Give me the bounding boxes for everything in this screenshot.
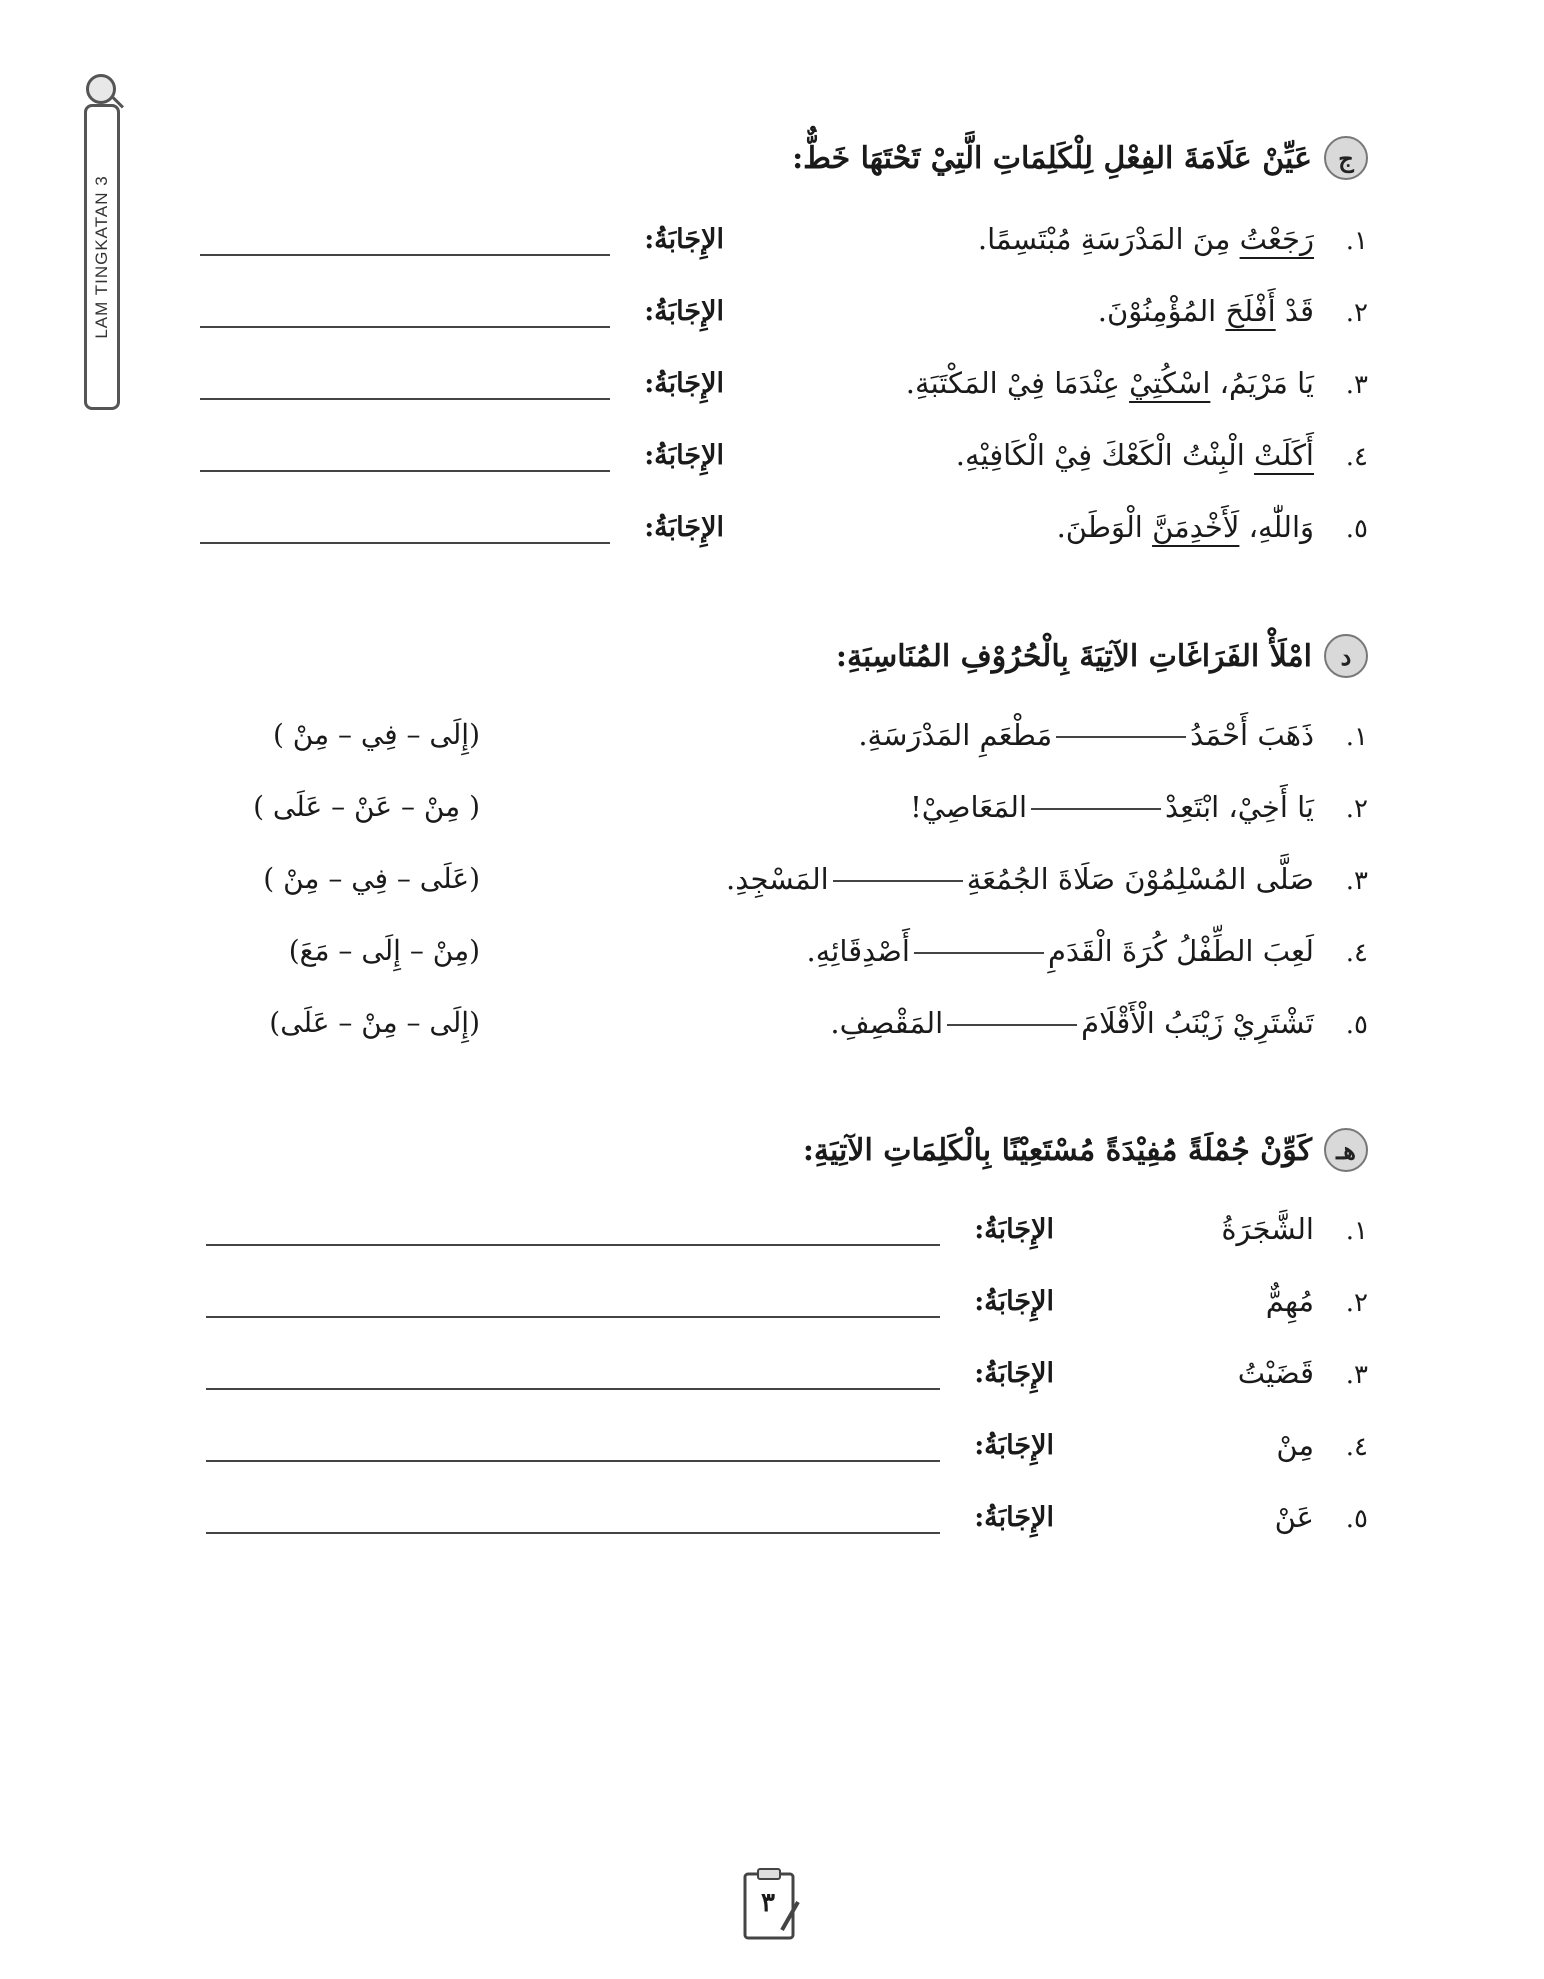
answer-line[interactable]: [200, 542, 610, 544]
sentence-part1: صَلَّى المُسْلِمُوْنَ صَلَاةَ الجُمُعَةِ: [966, 862, 1314, 896]
item-number: ١.: [1345, 226, 1368, 256]
item-number: ٢.: [1345, 794, 1368, 824]
sentence-part2: المَقْصِفِ.: [830, 1006, 944, 1040]
section-d-item: [0, 714, 1544, 764]
answer-label: الإِجَابَةُ:: [644, 512, 724, 543]
underlined-word: أَكَلَتْ: [1254, 438, 1314, 472]
sentence-part2: المَعَاصِيْ!: [910, 790, 1028, 824]
sentence-after: المُؤْمِنُوْنَ.: [1097, 294, 1226, 328]
item-number: ١.: [1345, 722, 1368, 752]
sentence-after: عِنْدَمَا فِيْ المَكْتَبَةِ.: [905, 366, 1130, 400]
item-number: ١.: [1345, 1216, 1368, 1246]
underlined-word: اسْكُتِيْ: [1129, 366, 1211, 400]
underlined-word: أَفْلَحَ: [1225, 294, 1276, 328]
item-word: مُهِمٌّ: [1265, 1284, 1314, 1318]
answer-label: الإِجَابَةُ:: [644, 224, 724, 255]
answer-line[interactable]: [206, 1388, 940, 1390]
sentence-part1: يَا أَخِيْ، ابْتَعِدْ: [1165, 790, 1314, 824]
section-d-item: [0, 858, 1544, 908]
section-d-item: [0, 786, 1544, 836]
item-number: ٢.: [1345, 1288, 1368, 1318]
sentence-part1: تَشْتَرِيْ زَيْنَبُ الْأَقْلَامَ: [1081, 1006, 1314, 1040]
item-sentence: [978, 222, 1314, 256]
answer-label: الإِجَابَةُ:: [974, 1358, 1054, 1389]
section-d-badge: د: [1324, 634, 1368, 678]
item-number: ٤.: [1345, 442, 1368, 472]
underlined-word: لَأَخْدِمَنَّ: [1152, 510, 1240, 544]
choices: (إِلَى – مِنْ – عَلَى): [269, 1006, 480, 1039]
answer-label: الإِجَابَةُ:: [974, 1430, 1054, 1461]
sentence-after: الْبِنْتُ الْكَعْكَ فِيْ الْكَافِيْهِ.: [955, 438, 1255, 472]
item-sentence: [956, 438, 1314, 472]
item-number: ٢.: [1345, 298, 1368, 328]
fill-blank[interactable]: [914, 952, 1044, 954]
section-d-title-row: [836, 634, 1368, 678]
item-sentence: [910, 790, 1314, 824]
item-number: ٣.: [1345, 370, 1368, 400]
answer-line[interactable]: [206, 1244, 940, 1246]
choices: (مِنْ – إِلَى – مَعَ): [288, 934, 480, 967]
item-number: ٣.: [1345, 866, 1368, 896]
item-word: عَنْ: [1274, 1500, 1314, 1534]
item-number: ٥.: [1345, 514, 1368, 544]
item-number: ٥.: [1345, 1010, 1368, 1040]
answer-label: الإِجَابَةُ:: [644, 440, 724, 471]
sentence-part2: أَصْدِقَائِهِ.: [806, 934, 910, 968]
section-d-item: [0, 930, 1544, 980]
section-c-item: [0, 290, 1544, 340]
sentence-after: مِنَ المَدْرَسَةِ مُبْتَسِمًا.: [977, 222, 1240, 256]
sentence-part1: ذَهَبَ أَحْمَدُ: [1190, 718, 1314, 752]
section-c-item: [0, 434, 1544, 484]
sentence-part2: مَطْعَمِ المَدْرَسَةِ.: [858, 718, 1053, 752]
choices: (إِلَى – فِي – مِنْ ): [272, 718, 480, 751]
fill-blank[interactable]: [947, 1024, 1077, 1026]
item-sentence: [1057, 510, 1314, 544]
section-c-item: [0, 506, 1544, 556]
item-number: ٣.: [1345, 1360, 1368, 1390]
section-c-item: [0, 218, 1544, 268]
section-c-item: [0, 362, 1544, 412]
item-sentence: [726, 862, 1314, 896]
magnifier-icon: [86, 74, 116, 104]
section-d-title: امْلَأْ الفَرَاغَاتِ الآتِيَةَ بِالْحُرُوْفِ المُنَاسِبَةِ:: [835, 638, 1312, 674]
sentence-part2: المَسْجِدِ.: [726, 862, 829, 896]
choices: ( مِنْ – عَنْ – عَلَى ): [253, 790, 480, 823]
answer-line[interactable]: [206, 1460, 940, 1462]
answer-line[interactable]: [200, 398, 610, 400]
answer-label: الإِجَابَةُ:: [974, 1502, 1054, 1533]
sentence-before: وَاللّٰهِ،: [1239, 510, 1314, 544]
answer-line[interactable]: [200, 254, 610, 256]
section-e-item: [0, 1280, 1544, 1330]
fill-blank[interactable]: [1056, 736, 1186, 738]
section-c-title-row: [792, 136, 1368, 180]
item-word: قَضَيْتُ: [1237, 1356, 1314, 1390]
answer-line[interactable]: [206, 1316, 940, 1318]
sentence-after: الْوَطَنَ.: [1056, 510, 1153, 544]
answer-label: الإِجَابَةُ:: [974, 1214, 1054, 1245]
sentence-part1: لَعِبَ الطِّفْلُ كُرَةَ الْقَدَمِ: [1047, 934, 1314, 968]
side-tab-label: LAM TINGKATAN 3: [92, 175, 111, 339]
section-d-item: [0, 1002, 1544, 1052]
section-e-title: كَوِّنْ جُمْلَةً مُفِيْدَةً مُسْتَعِيْنًا بِالْكَلِمَاتِ الآتِيَةِ:: [802, 1132, 1312, 1168]
item-sentence: [807, 934, 1314, 968]
item-sentence: [830, 1006, 1314, 1040]
sentence-before: يَا مَرْيَمُ،: [1210, 366, 1314, 400]
answer-line[interactable]: [200, 470, 610, 472]
section-c-badge: ج: [1324, 136, 1368, 180]
page-number: ٣: [761, 1888, 775, 1918]
item-word: مِنْ: [1276, 1428, 1314, 1462]
item-sentence: [906, 366, 1314, 400]
section-e-badge: هـ: [1324, 1128, 1368, 1172]
item-number: ٤.: [1345, 938, 1368, 968]
section-c-title: عَيِّنْ عَلَامَةَ الفِعْلِ لِلْكَلِمَاتِ الَّتِيْ تَحْتَهَا خَطٌّ:: [792, 140, 1312, 176]
underlined-word: رَجَعْتُ: [1239, 222, 1314, 256]
item-sentence: [1098, 294, 1314, 328]
section-e-item: [0, 1352, 1544, 1402]
fill-blank[interactable]: [1031, 808, 1161, 810]
sentence-before: قَدْ: [1275, 294, 1314, 328]
section-e-title-row: [803, 1128, 1368, 1172]
answer-line[interactable]: [206, 1532, 940, 1534]
item-sentence: [858, 718, 1314, 752]
answer-line[interactable]: [200, 326, 610, 328]
section-e-item: [0, 1496, 1544, 1546]
answer-label: الإِجَابَةُ:: [644, 296, 724, 327]
answer-label: الإِجَابَةُ:: [644, 368, 724, 399]
section-e-item: [0, 1424, 1544, 1474]
section-e-item: [0, 1208, 1544, 1258]
choices: (عَلَى – فِي – مِنْ ): [263, 862, 480, 895]
fill-blank[interactable]: [833, 880, 963, 882]
item-number: ٤.: [1345, 1432, 1368, 1462]
answer-label: الإِجَابَةُ:: [974, 1286, 1054, 1317]
item-word: الشَّجَرَةُ: [1221, 1212, 1314, 1246]
item-number: ٥.: [1345, 1504, 1368, 1534]
